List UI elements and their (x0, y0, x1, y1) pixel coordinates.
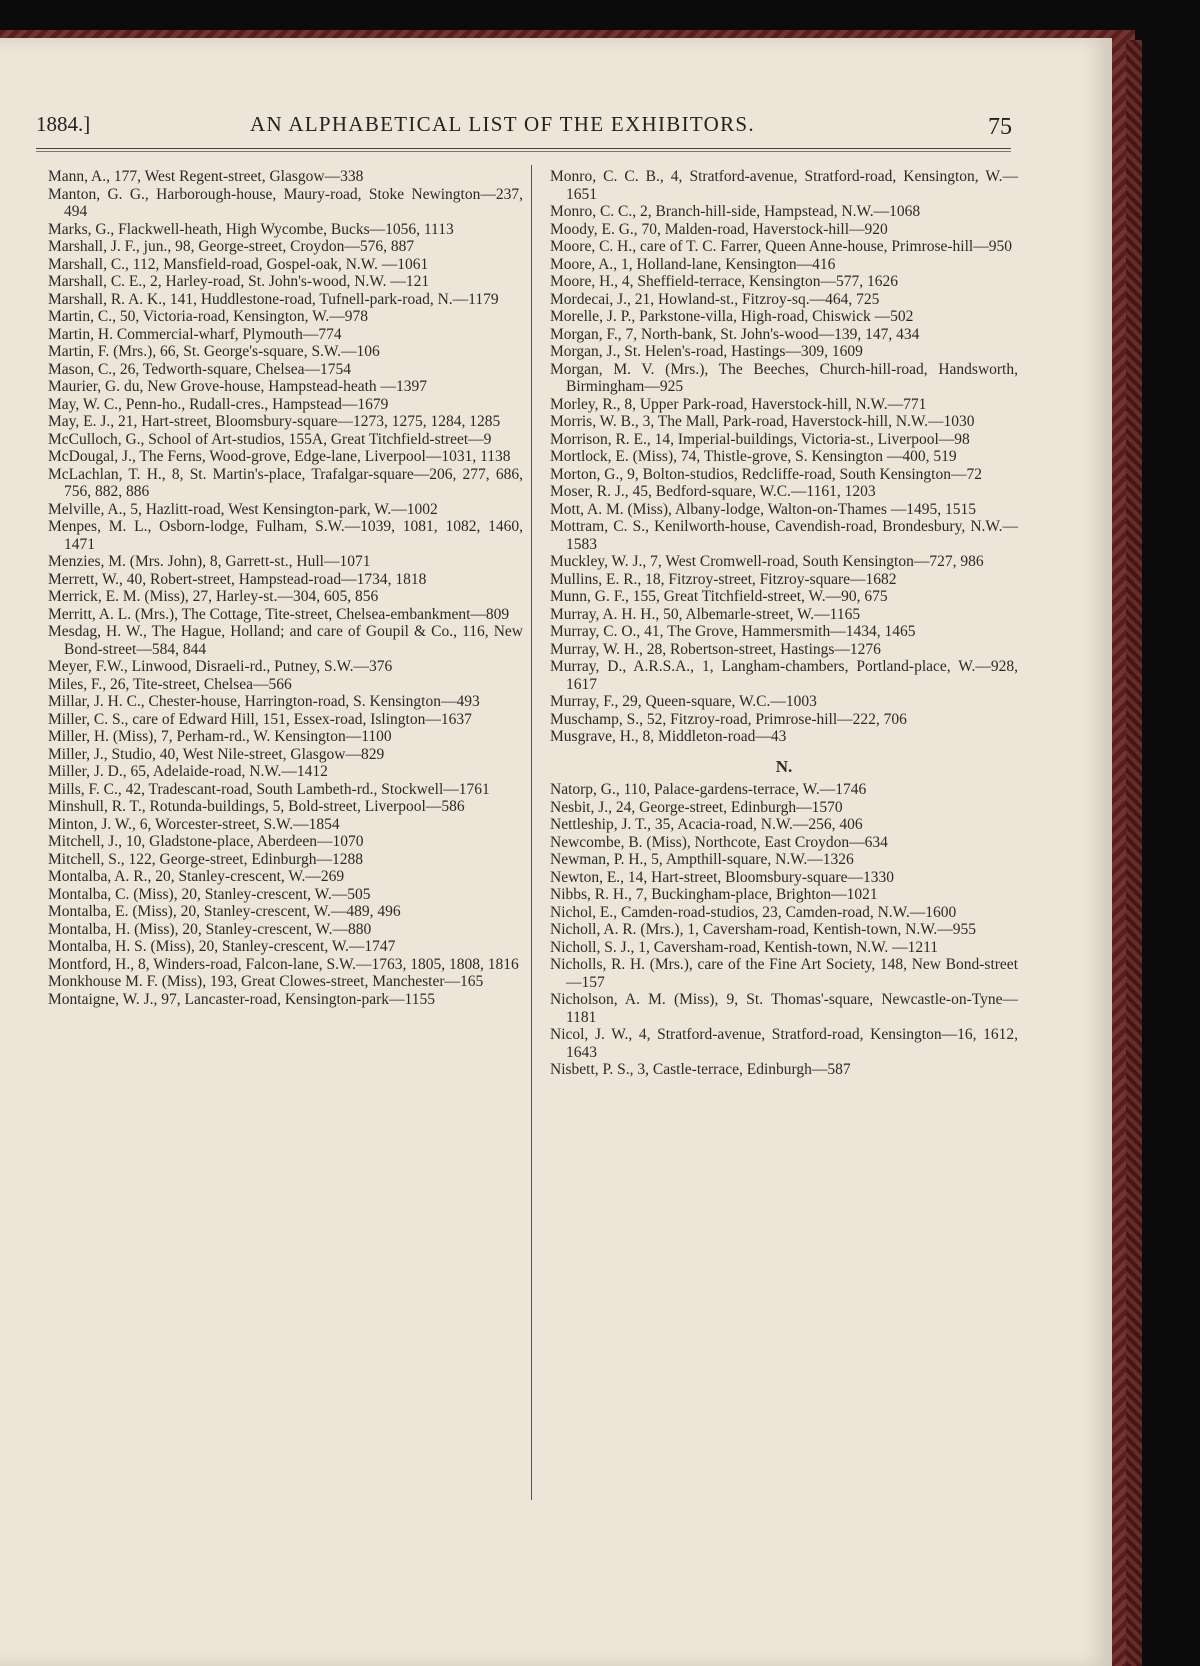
exhibitor-entry: Nisbett, P. S., 3, Castle-terrace, Edinburgh—587 (550, 1061, 851, 1078)
column-divider (531, 165, 532, 1500)
exhibitor-entry: Merrick, E. M. (Miss), 27, Harley-st.—304, 605, 856 (48, 588, 379, 605)
exhibitor-entry: Muschamp, S., 52, Fitzroy-road, Primrose-hill—222, 706 (550, 710, 907, 728)
exhibitor-entry: Martin, F. (Mrs.), 66, St. George's-square, S.W.—106 (48, 343, 380, 360)
exhibitor-entry: Mullins, E. R., 18, Fitzroy-street, Fitzroy-square—1682 (550, 570, 897, 588)
exhibitor-entry: Nicholl, A. R. (Mrs.), 1, Caversham-road, Kentish-town, N.W.—955 (550, 921, 977, 938)
exhibitor-entry: Maurier, G. du, New Grove-house, Hampstead-heath —1397 (48, 378, 428, 395)
exhibitor-entry: Marshall, J. F., jun., 98, George-street, Croydon—576, 887 (48, 238, 415, 255)
exhibitor-entry: Millar, J. H. C., Chester-house, Harrington-road, S. Kensington—493 (48, 693, 480, 710)
exhibitor-entry: Murray, F., 29, Queen-square, W.C.—1003 (550, 693, 817, 710)
exhibitor-entry: Moser, R. J., 45, Bedford-square, W.C.—1161, 1203 (550, 483, 876, 500)
exhibitor-entry: Nettleship, J. T., 35, Acacia-road, N.W.—256, 406 (550, 816, 863, 833)
exhibitor-entry: Mordecai, J., 21, Howland-st., Fitzroy-sq.—464, 725 (550, 290, 880, 308)
exhibitor-entry: Menpes, M. L., Osborn-lodge, Fulham, S.W.—1039, 1081, 1082, 1460, 1471 (48, 518, 523, 553)
exhibitor-entry: Montalba, C. (Miss), 20, Stanley-crescent, W.—505 (48, 885, 371, 903)
exhibitor-entry: Miller, C. S., care of Edward Hill, 151, Essex-road, Islington—1637 (48, 710, 472, 728)
exhibitor-entry: McCulloch, G., School of Art-studios, 155A, Great Titchfield-street—9 (48, 430, 492, 448)
exhibitor-entry: Nicol, J. W., 4, Stratford-avenue, Stratford-road, Kensington—16, 1612, 1643 (550, 1026, 1018, 1061)
right-column (550, 168, 1018, 1079)
exhibitor-entry: Mortlock, E. (Miss), 74, Thistle-grove, S. Kensington —400, 519 (550, 448, 957, 465)
exhibitor-entry: Montford, H., 8, Winders-road, Falcon-lane, S.W.—1763, 1805, 1808, 1816 (48, 955, 519, 973)
running-header (0, 112, 1112, 142)
exhibitor-entry: Monkhouse M. F. (Miss), 193, Great Clowes-street, Manchester—165 (48, 973, 484, 990)
exhibitor-entry: Marshall, R. A. K., 141, Huddlestone-road, Tufnell-park-road, N.—1179 (48, 290, 499, 308)
header-rule (36, 148, 1011, 152)
exhibitor-entry: Mitchell, S., 122, George-street, Edinburgh—1288 (48, 850, 363, 868)
exhibitor-entry: Nesbit, J., 24, George-street, Edinburgh—1570 (550, 798, 843, 816)
exhibitor-entry: Murray, C. O., 41, The Grove, Hammersmith—1434, 1465 (550, 623, 916, 640)
exhibitor-entry: Montalba, H. S. (Miss), 20, Stanley-crescent, W.—1747 (48, 938, 396, 955)
page-number: 75 (988, 114, 1012, 140)
exhibitor-entry: Morgan, M. V. (Mrs.), The Beeches, Church-hill-road, Handsworth, Birmingham—925 (550, 360, 1018, 395)
exhibitor-entry: Moore, A., 1, Holland-lane, Kensington—416 (550, 255, 836, 273)
exhibitor-entry: Muckley, W. J., 7, West Cromwell-road, South Kensington—727, 986 (550, 553, 984, 570)
exhibitor-entry: Martin, H. Commercial-wharf, Plymouth—774 (48, 325, 342, 343)
exhibitor-entry: Murray, W. H., 28, Robertson-street, Hastings—1276 (550, 640, 881, 658)
exhibitor-entry: Mann, A., 177, West Regent-street, Glasgow—338 (48, 168, 364, 185)
exhibitor-entry: Morelle, J. P., Parkstone-villa, High-road, Chiswick —502 (550, 308, 914, 325)
exhibitor-entry: Marshall, C., 112, Mansfield-road, Gospel-oak, N.W. —1061 (48, 255, 429, 273)
exhibitor-entry: Nicholl, S. J., 1, Caversham-road, Kentish-town, N.W. —1211 (550, 938, 939, 956)
exhibitor-entry: Merritt, A. L. (Mrs.), The Cottage, Tite-street, Chelsea-embankment—809 (48, 605, 510, 623)
exhibitor-entry: Newton, E., 14, Hart-street, Bloomsbury-square—1330 (550, 868, 894, 886)
exhibitor-entry: Montalba, A. R., 20, Stanley-crescent, W.—269 (48, 868, 345, 885)
exhibitor-entry: Munn, G. F., 155, Great Titchfield-street, W.—90, 675 (550, 588, 888, 605)
exhibitor-entry: Murray, A. H. H., 50, Albemarle-street, W.—1165 (550, 605, 861, 623)
exhibitor-entry: Minshull, R. T., Rotunda-buildings, 5, Bold-street, Liverpool—586 (48, 798, 465, 815)
exhibitor-entry: Moore, C. H., care of T. C. Farrer, Queen Anne-house, Primrose-hill—950 (550, 238, 1012, 255)
left-column (48, 168, 523, 1008)
exhibitor-entry: Nicholls, R. H. (Mrs.), care of the Fine Art Society, 148, New Bond-street—157 (550, 956, 1018, 991)
exhibitor-entry: Meyer, F.W., Linwood, Disraeli-rd., Putney, S.W.—376 (48, 658, 393, 675)
exhibitor-entry: Minton, J. W., 6, Worcester-street, S.W.—1854 (48, 815, 340, 833)
exhibitor-entry: Morris, W. B., 3, The Mall, Park-road, Haverstock-hill, N.W.—1030 (550, 413, 975, 430)
exhibitor-entry: Merrett, W., 40, Robert-street, Hampstead-road—1734, 1818 (48, 570, 427, 588)
exhibitor-entry: Mason, C., 26, Tedworth-square, Chelsea—1754 (48, 360, 351, 378)
right-column-m-entries (550, 168, 1018, 746)
exhibitor-entry: Monro, C. C. B., 4, Stratford-avenue, Stratford-road, Kensington, W.—1651 (550, 168, 1018, 203)
exhibitor-entry: May, E. J., 21, Hart-street, Bloomsbury-square—1273, 1275, 1284, 1285 (48, 413, 501, 430)
exhibitor-entry: Mesdag, H. W., The Hague, Holland; and care of Goupil & Co., 116, New Bond-street—584, 844 (48, 623, 523, 658)
exhibitor-entry: Montalba, E. (Miss), 20, Stanley-crescent, W.—489, 496 (48, 903, 401, 920)
header-title: AN ALPHABETICAL LIST OF THE EXHIBITORS. (250, 112, 755, 136)
exhibitor-entry: Musgrave, H., 8, Middleton-road—43 (550, 728, 787, 745)
exhibitor-entry: Marks, G., Flackwell-heath, High Wycombe, Bucks—1056, 1113 (48, 220, 454, 238)
exhibitor-entry: Menzies, M. (Mrs. John), 8, Garrett-st., Hull—1071 (48, 553, 371, 570)
exhibitor-entry: Manton, G. G., Harborough-house, Maury-road, Stoke Newington—237, 494 (48, 185, 523, 220)
exhibitor-entry: Marshall, C. E., 2, Harley-road, St. John's-wood, N.W. —121 (48, 273, 430, 290)
exhibitor-entry: Newman, P. H., 5, Ampthill-square, N.W.—1326 (550, 851, 854, 868)
exhibitor-entry: Mott, A. M. (Miss), Albany-lodge, Walton-on-Thames —1495, 1515 (550, 500, 976, 518)
exhibitor-entry: Miller, J., Studio, 40, West Nile-street, Glasgow—829 (48, 745, 385, 763)
exhibitor-entry: Martin, C., 50, Victoria-road, Kensington, W.—978 (48, 308, 368, 325)
exhibitor-entry: Nibbs, R. H., 7, Buckingham-place, Brighton—1021 (550, 886, 878, 903)
exhibitor-entry: Melville, A., 5, Hazlitt-road, West Kensington-park, W.—1002 (48, 500, 438, 518)
right-column-n-entries (550, 781, 1018, 1079)
exhibitor-entry: Miller, J. D., 65, Adelaide-road, N.W.—1412 (48, 763, 328, 780)
exhibitor-entry: McLachlan, T. H., 8, St. Martin's-place, Trafalgar-square—206, 277, 686, 756, 882, 886 (48, 465, 523, 500)
exhibitor-entry: Nicholson, A. M. (Miss), 9, St. Thomas'-square, Newcastle-on-Tyne—1181 (550, 991, 1018, 1026)
exhibitor-entry: Montaigne, W. J., 97, Lancaster-road, Kensington-park—1155 (48, 990, 435, 1008)
exhibitor-entry: McDougal, J., The Ferns, Wood-grove, Edge-lane, Liverpool—1031, 1138 (48, 448, 511, 465)
exhibitor-entry: Natorp, G., 110, Palace-gardens-terrace, W.—1746 (550, 781, 867, 798)
exhibitor-entry: Montalba, H. (Miss), 20, Stanley-crescent, W.—880 (48, 920, 372, 938)
exhibitor-entry: Monro, C. C., 2, Branch-hill-side, Hampstead, N.W.—1068 (550, 203, 921, 220)
exhibitor-entry: May, W. C., Penn-ho., Rudall-cres., Hampstead—1679 (48, 395, 389, 413)
exhibitor-entry: Miles, F., 26, Tite-street, Chelsea—566 (48, 675, 292, 693)
exhibitor-entry: Murray, D., A.R.S.A., 1, Langham-chambers, Portland-place, W.—928, 1617 (550, 658, 1018, 693)
header-year: 1884.] (36, 112, 91, 136)
exhibitor-entry: Moody, E. G., 70, Malden-road, Haverstock-hill—920 (550, 220, 888, 238)
exhibitor-entry: Morley, R., 8, Upper Park-road, Haverstock-hill, N.W.—771 (550, 395, 927, 413)
exhibitor-entry: Nichol, E., Camden-road-studios, 23, Camden-road, N.W.—1600 (550, 903, 957, 921)
exhibitor-entry: Mottram, C. S., Kenilworth-house, Cavendish-road, Brondesbury, N.W.—1583 (550, 518, 1018, 553)
exhibitor-entry: Miller, H. (Miss), 7, Perham-rd., W. Kensington—1100 (48, 728, 392, 745)
exhibitor-entry: Moore, H., 4, Sheffield-terrace, Kensington—577, 1626 (550, 273, 898, 290)
exhibitor-entry: Morgan, J., St. Helen's-road, Hastings—309, 1609 (550, 343, 863, 360)
book-cover-edge (1126, 40, 1142, 1666)
exhibitor-entry: Mitchell, J., 10, Gladstone-place, Aberdeen—1070 (48, 833, 364, 850)
exhibitor-entry: Morrison, R. E., 14, Imperial-buildings, Victoria-st., Liverpool—98 (550, 430, 970, 448)
exhibitor-entry: Mills, F. C., 42, Tradescant-road, South Lambeth-rd., Stockwell—1761 (48, 780, 490, 798)
exhibitor-entry: Newcombe, B. (Miss), Northcote, East Croydon—634 (550, 833, 888, 851)
exhibitor-entry: Morton, G., 9, Bolton-studios, Redcliffe-road, South Kensington—72 (550, 465, 982, 483)
exhibitor-entry: Morgan, F., 7, North-bank, St. John's-wood—139, 147, 434 (550, 325, 920, 343)
section-heading-n: N. (775, 756, 793, 776)
